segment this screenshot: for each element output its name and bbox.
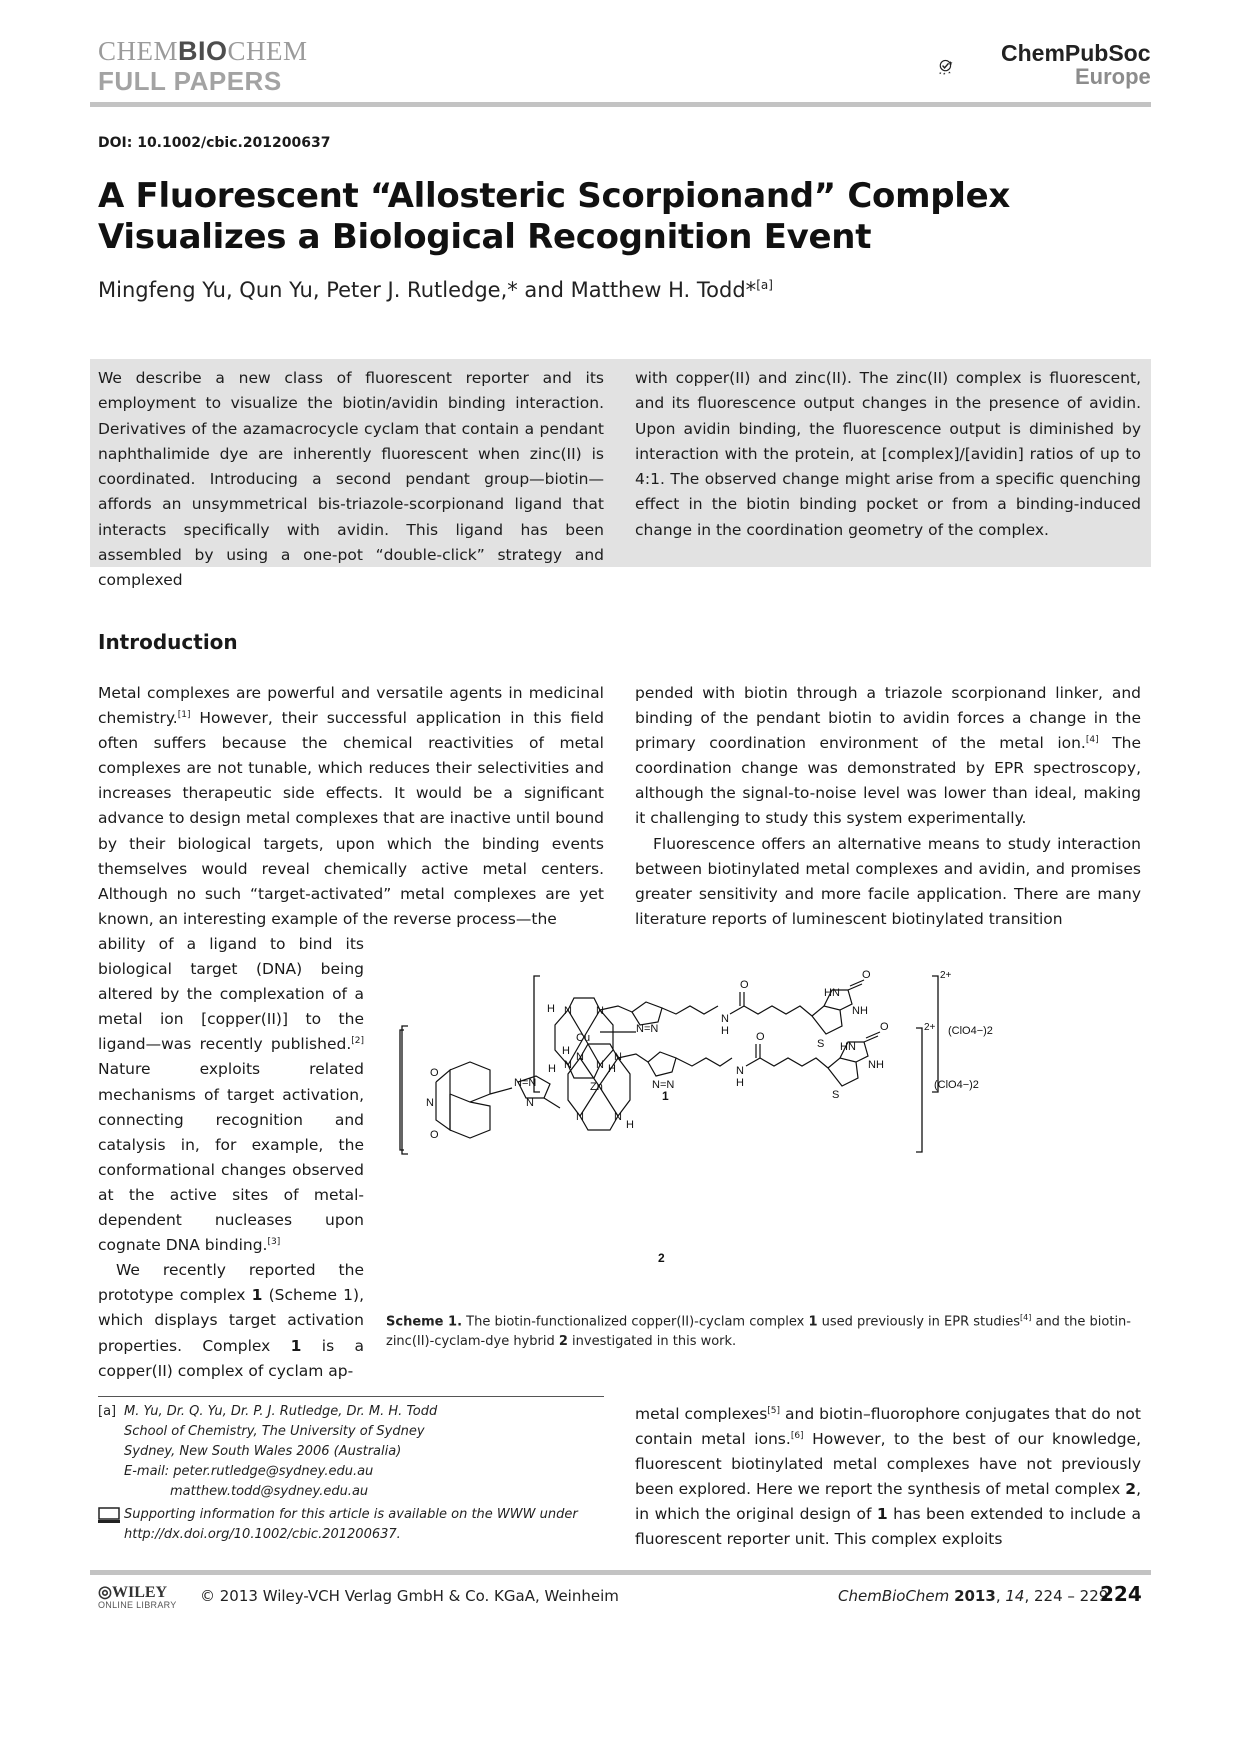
supporting-information-link[interactable]: Supporting information for this article is available on the WWW under http://dx.doi.org/10.1002/cbic.201200637. bbox=[124, 1507, 578, 1542]
svg-text:H: H bbox=[547, 1003, 555, 1015]
copyright: © 2013 Wiley-VCH Verlag GmbH & Co. KGaA, Weinheim bbox=[200, 1587, 619, 1605]
svg-text:N: N bbox=[576, 1111, 584, 1123]
svg-text:N: N bbox=[596, 1005, 604, 1017]
intro-right-column bbox=[635, 681, 1141, 932]
author-email[interactable]: E-mail: peter.rutledge@sydney.edu.au bbox=[124, 1464, 374, 1479]
svg-text:NH: NH bbox=[868, 1059, 884, 1071]
compound-1-counterion: (ClO4−)2 bbox=[948, 1025, 993, 1037]
publisher-name: ChemPubSoc bbox=[1001, 40, 1151, 66]
svg-text:NH: NH bbox=[852, 1005, 868, 1017]
svg-text:O: O bbox=[756, 1031, 765, 1043]
svg-text:S: S bbox=[832, 1089, 840, 1101]
scheme-1-structures bbox=[426, 969, 1150, 1290]
svg-text:H: H bbox=[608, 1063, 616, 1075]
wiley-globe-icon: ◎ bbox=[98, 1584, 112, 1601]
intro-paragraph-2: We recently reported the prototype complex 1 (Scheme 1), which displays target activation properties. Complex 1 is a copper(II) complex of cyclam ap- bbox=[98, 1261, 364, 1380]
scheme-caption: Scheme 1. The biotin-functionalized copper(II)-cyclam complex 1 used previously in EPR studies[4] and the biotin-zinc(II)-cyclam-dye hybrid 2 investigated in this work. bbox=[386, 1313, 1131, 1350]
svg-text:S: S bbox=[817, 1038, 825, 1050]
svg-text:H: H bbox=[721, 1025, 729, 1037]
svg-text:N: N bbox=[736, 1065, 744, 1077]
svg-text:HN: HN bbox=[840, 1041, 856, 1053]
compound-1-label: 1 bbox=[662, 1089, 669, 1103]
section-heading: Introduction bbox=[98, 630, 238, 654]
svg-text:O: O bbox=[880, 1021, 889, 1033]
svg-text:O: O bbox=[430, 1129, 439, 1141]
supporting-information-note bbox=[98, 1505, 598, 1545]
footnote-rule bbox=[98, 1396, 604, 1397]
svg-text:N: N bbox=[596, 1059, 604, 1071]
wiley-logo: ◎WILEY bbox=[98, 1584, 168, 1601]
abstract-right-column: with copper(II) and zinc(II). The zinc(II) complex is fluorescent, and its fluorescence output changes in the presence of avidin. Upon avidin binding, the fluorescence output is diminished by interaction with the protein, at [complex]/[avidin] ratios of up to 4:1. The observed change might arise from a specific quenching effect in the biotin binding pocket or from a binding-induced change in the coordination geometry of the complex. bbox=[635, 369, 1141, 539]
compound-1-charge: 2+ bbox=[940, 970, 952, 981]
article-title: A Fluorescent “Allosteric Scorpionand” Complex Visualizes a Biological Recognition Event bbox=[98, 176, 1010, 257]
author-email-2[interactable]: matthew.todd@sydney.edu.au bbox=[170, 1484, 369, 1499]
compound-2-charge: 2+ bbox=[924, 1022, 936, 1033]
footer-rule bbox=[90, 1570, 1151, 1575]
intro-wrapped-text: ability of a ligand to bind its biological target (DNA) being altered by the complexation of a metal ion [copper(II)] to the ligand—was recently published.[2] Nature exploits related mechanisms of target activation, connecting recognition and catalysis in, for example, the conformational changes observed at the active sites of metal-dependent nucleases upon cognate DNA binding.[3] We recently reported the prototype complex 1 (Scheme 1), which displays target activation properties. Complex 1 is a copper(II) complex of cyclam ap- bbox=[98, 932, 364, 1384]
doi: DOI: 10.1002/cbic.201200637 bbox=[98, 135, 331, 151]
svg-text:O: O bbox=[430, 1067, 439, 1079]
author-list: Mingfeng Yu, Qun Yu, Peter J. Rutledge,* and Matthew H. Todd*[a] bbox=[98, 278, 773, 302]
svg-text:N=N: N=N bbox=[514, 1077, 537, 1089]
svg-text:N: N bbox=[721, 1013, 729, 1025]
svg-text:N: N bbox=[614, 1051, 622, 1063]
intro-paragraph-5: metal complexes[5] and biotin–fluorophore conjugates that do not contain metal ions.[6] However, to the best of our knowledge, fluorescent biotinylated metal complexes have not previously been explored. Here we report the synthesis of metal complex 2, in which the original design of 1 has been extended to include a fluorescent reporter unit. This complex exploits bbox=[635, 1405, 1141, 1549]
page-number: 224 bbox=[1100, 1582, 1142, 1606]
svg-text:N: N bbox=[426, 1097, 434, 1109]
svg-text:HN: HN bbox=[824, 987, 840, 999]
svg-text:N: N bbox=[576, 1051, 584, 1063]
svg-text:H: H bbox=[736, 1077, 744, 1089]
intro-paragraph-1: Metal complexes are powerful and versatile agents in medicinal chemistry.[1] However, their successful application in this field often suffers because the chemical reactivities of metal complexes are not tunable, which reduces their selectivities and increases therapeutic side effects. It would be a significant advance to design metal complexes that are inactive until bound by their biological targets, upon which the binding events themselves would reveal chemically active metal centers. Although no such “target-activated” metal complexes are yet known, an interesting example of the reverse process—the bbox=[98, 684, 604, 928]
svg-text:O: O bbox=[740, 979, 749, 991]
svg-text:N=N: N=N bbox=[636, 1023, 659, 1035]
abstract-left-column: We describe a new class of fluorescent reporter and its employment to visualize the biotin/avidin binding interaction. Derivatives of the azamacrocycle cyclam that contain a pendant naphthalimide dye are inherently fluorescent when zinc(II) is coordinated. Introducing a second pendant group—biotin—affords an unsymmetrical bis-triazole-scorpionand ligand that interacts specifically with avidin. This ligand has been assembled by using a one-pot “double-click” strategy and complexed bbox=[98, 369, 604, 590]
svg-text:N=N: N=N bbox=[652, 1079, 675, 1091]
svg-text:Zn: Zn bbox=[590, 1081, 603, 1093]
article-section-label: FULL PAPERS bbox=[98, 66, 282, 96]
computer-icon bbox=[98, 1507, 120, 1523]
intro-paragraph-3: pended with biotin through a triazole scorpionand linker, and binding of the pendant biotin to avidin forces a change in the primary coordination environment of the metal ion.[4] The coordination change was demonstrated by EPR spectroscopy, although the signal-to-noise level was lower than ideal, making it challenging to study this system experimentally. bbox=[635, 684, 1141, 828]
compound-2-label: 2 bbox=[658, 1251, 665, 1265]
compound-2-counterion: (ClO4−)2 bbox=[934, 1079, 979, 1091]
chempubsoc-logo-icon bbox=[938, 38, 998, 96]
intro-paragraph-4: Fluorescence offers an alternative means to study interaction between biotinylated metal complexes and avidin, and promises greater sensitivity and more facile application. There are many literature reports of luminescent biotinylated transition bbox=[635, 834, 1141, 928]
journal-title: CHEMBIOCHEM bbox=[98, 36, 308, 66]
svg-text:O: O bbox=[862, 969, 871, 981]
svg-text:N: N bbox=[564, 1005, 572, 1017]
header-rule bbox=[90, 102, 1151, 107]
svg-text:N: N bbox=[526, 1097, 534, 1109]
svg-text:H: H bbox=[548, 1063, 556, 1075]
publisher-region: Europe bbox=[1075, 64, 1151, 89]
svg-text:H: H bbox=[562, 1045, 570, 1057]
journal-citation: ChemBioChem 2013, 14, 224 – 229 bbox=[838, 1587, 1109, 1605]
svg-text:Cu: Cu bbox=[576, 1032, 591, 1044]
svg-text:H: H bbox=[626, 1119, 634, 1131]
wiley-online-library: ONLINE LIBRARY bbox=[98, 1600, 177, 1610]
affiliation-footnote: [a] M. Yu, Dr. Q. Yu, Dr. P. J. Rutledge, Dr. M. H. Todd School of Chemistry, The University of Sydney Sydney, New South Wales 2006 (Australia) E-mail: peter.rutledge@sydney.edu.au matthew.todd@sydney.edu.au bbox=[98, 1402, 598, 1502]
svg-text:N: N bbox=[614, 1111, 622, 1123]
svg-text:N: N bbox=[564, 1059, 572, 1071]
